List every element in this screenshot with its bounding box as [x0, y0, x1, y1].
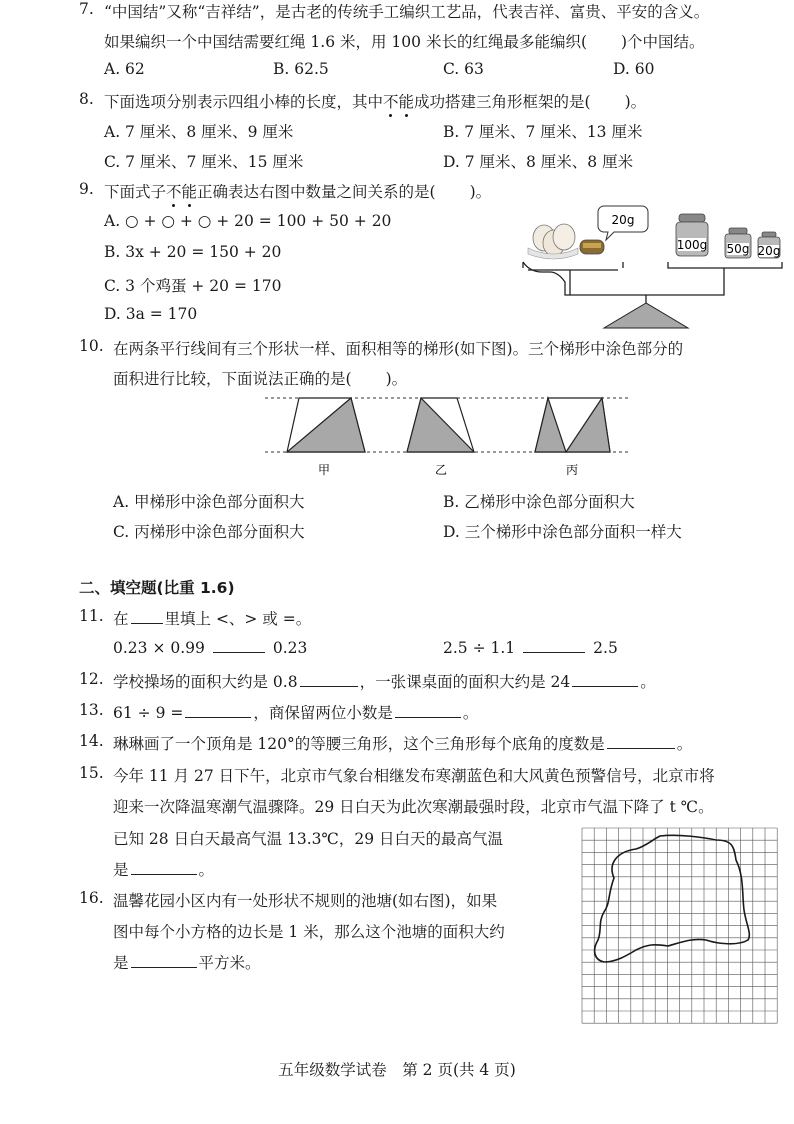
question-9-option-b[interactable]: B. 3x + 20 = 150 + 20 — [104, 243, 282, 261]
question-8-stem: 下面选项分别表示四组小棒的长度，其中不能成功搭建三角形框架的是( )。 — [104, 93, 647, 111]
question-14-text: 琳琳画了一个顶角是 120°的等腰三角形，这个三角形每个底角的度数是 。 — [113, 735, 693, 753]
svg-text:100g: 100g — [676, 238, 708, 252]
question-13-number: 13. — [79, 701, 104, 719]
page-footer: 五年级数学试卷 第 2 页(共 4 页) — [278, 1061, 516, 1079]
answer-blank[interactable] — [131, 966, 197, 968]
question-7-option-d[interactable]: D. 60 — [613, 60, 655, 78]
label-bing: 丙 — [565, 463, 579, 477]
question-9-option-c[interactable]: C. 3 个鸡蛋 + 20 = 170 — [104, 277, 282, 295]
question-15-line4: 是 。 — [113, 861, 215, 879]
trapezoid-bing — [535, 398, 610, 452]
question-10-line1: 在两条平行线间有三个形状一样、面积相等的梯形(如下图)。三个梯形中涂色部分的 — [113, 340, 684, 358]
bubble-text: 20g — [611, 213, 635, 227]
section-2-title: 二、填空题(比重 1.6) — [79, 579, 235, 597]
question-7-option-b[interactable]: B. 62.5 — [273, 60, 329, 78]
question-10-option-a[interactable]: A. 甲梯形中涂色部分面积大 — [113, 493, 305, 511]
answer-blank[interactable] — [185, 716, 251, 718]
pond-outline — [595, 835, 750, 962]
question-7-number: 7. — [79, 0, 94, 18]
question-16-line2: 图中每个小方格的边长是 1 米，那么这个池塘的面积大约 — [113, 923, 505, 941]
question-15-number: 15. — [79, 764, 104, 782]
question-14-number: 14. — [79, 732, 104, 750]
question-10-option-d[interactable]: D. 三个梯形中涂色部分面积一样大 — [443, 523, 682, 541]
question-7-line1: “中国结”又称“吉祥结”，是古老的传统手工编织工艺品，代表吉祥、富贵、平安的含义。 — [104, 3, 710, 21]
question-10-option-c[interactable]: C. 丙梯形中涂色部分面积大 — [113, 523, 305, 541]
question-11-stem: 在 里填上 <、> 或 =。 — [113, 610, 312, 628]
trapezoid-yi — [407, 398, 474, 452]
question-7-option-c[interactable]: C. 63 — [443, 60, 484, 78]
answer-blank[interactable] — [523, 651, 585, 653]
answer-blank[interactable] — [572, 685, 638, 687]
question-12-text: 学校操场的面积大约是 0.8 ，一张课桌面的面积大约是 24 。 — [113, 673, 656, 691]
question-8-option-c[interactable]: C. 7 厘米、7 厘米、15 厘米 — [104, 153, 304, 171]
question-8-number: 8. — [79, 90, 94, 108]
question-8-option-d[interactable]: D. 7 厘米、8 厘米、8 厘米 — [443, 153, 634, 171]
question-9-option-d[interactable]: D. 3a = 170 — [104, 305, 198, 323]
trapezoid-jia — [287, 398, 365, 452]
label-yi: 乙 — [434, 463, 448, 477]
question-16-line3: 是 平方米。 — [113, 954, 261, 972]
question-15-line3: 已知 28 日白天最高气温 13.3℃，29 日白天的最高气温 — [113, 830, 504, 848]
answer-blank[interactable] — [395, 716, 461, 718]
answer-blank[interactable] — [131, 873, 197, 875]
trapezoids-figure — [265, 394, 635, 479]
question-10-line2: 面积进行比较，下面说法正确的是( )。 — [113, 370, 408, 388]
balance-fulcrum — [604, 303, 688, 328]
answer-blank[interactable] — [607, 747, 675, 749]
question-9-option-a[interactable]: A. ○ + ○ + ○ + 20 = 100 + 50 + 20 — [104, 212, 392, 230]
answer-blank[interactable] — [213, 651, 265, 653]
question-7-option-a[interactable]: A. 62 — [104, 60, 145, 78]
question-16-line1: 温馨花园小区内有一处形状不规则的池塘(如右图)，如果 — [113, 892, 498, 910]
question-9-number: 9. — [79, 180, 94, 198]
question-10-number: 10. — [79, 337, 104, 355]
weight-100g-icon — [676, 214, 708, 256]
svg-text:50g: 50g — [726, 242, 750, 256]
question-9-stem: 下面式子不能正确表达右图中数量之间关系的是( )。 — [104, 183, 492, 201]
question-10-option-b[interactable]: B. 乙梯形中涂色部分面积大 — [443, 493, 635, 511]
answer-blank[interactable] — [300, 685, 358, 687]
question-16-number: 16. — [79, 889, 104, 907]
question-11-expr-2: 2.5 ÷ 1.1 2.5 — [443, 639, 618, 657]
question-15-line1: 今年 11 月 27 日下午，北京市气象台相继发布寒潮蓝色和大风黄色预警信号，北京市将 — [113, 767, 715, 785]
question-8-option-a[interactable]: A. 7 厘米、8 厘米、9 厘米 — [104, 123, 294, 141]
question-8-option-b[interactable]: B. 7 厘米、7 厘米、13 厘米 — [443, 123, 643, 141]
weight-50g-icon — [725, 228, 751, 258]
question-13-text: 61 ÷ 9 = ，商保留两位小数是 。 — [113, 704, 479, 722]
weight-20g-icon — [758, 232, 781, 258]
question-11-expr-1: 0.23 × 0.99 0.23 — [113, 639, 308, 657]
svg-text:20g: 20g — [757, 244, 781, 258]
label-jia: 甲 — [317, 463, 331, 477]
question-12-number: 12. — [79, 670, 104, 688]
egg-icon — [553, 224, 575, 250]
balance-scale-figure — [520, 200, 790, 330]
question-15-line2: 迎来一次降温寒潮气温骤降。29 日白天为此次寒潮最强时段，北京市气温下降了 t ℃。 — [113, 798, 714, 816]
question-7-line2: 如果编织一个中国结需要红绳 1.6 米，用 100 米长的红绳最多能编织( )个中国结。 — [104, 33, 705, 51]
pond-grid-figure — [582, 828, 780, 1022]
question-11-number: 11. — [79, 607, 104, 625]
